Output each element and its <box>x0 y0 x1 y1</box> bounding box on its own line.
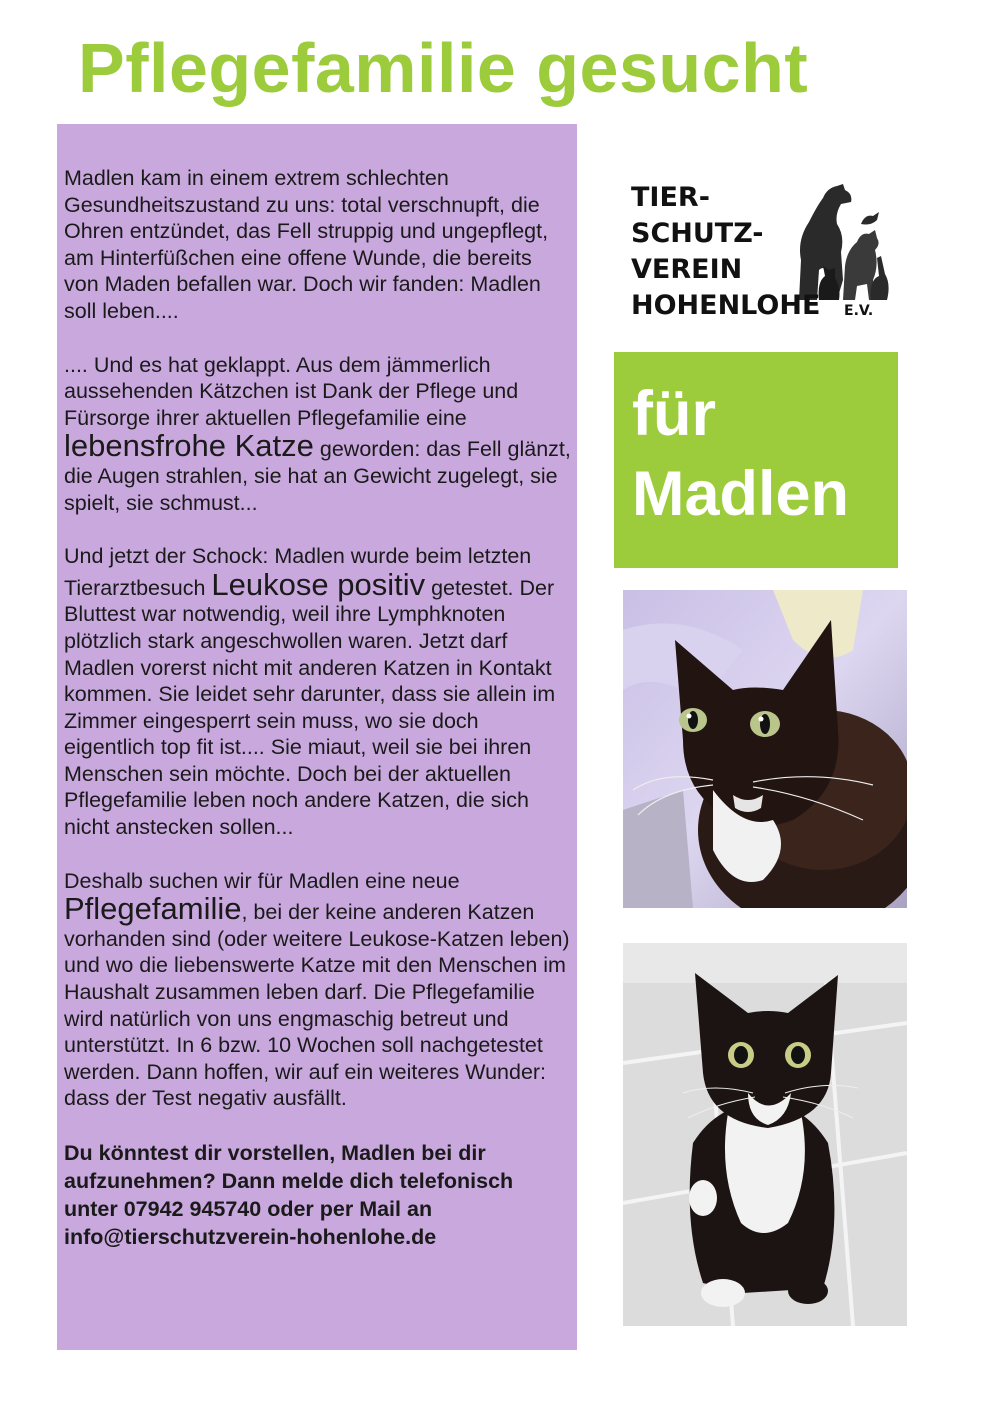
page-title: Pflegefamilie gesucht <box>78 29 809 107</box>
logo-ev-suffix: E.V. <box>844 303 874 319</box>
story-paragraph-2: .... Und es hat geklappt. Aus dem jämmerlich aussehenden Kätzchen ist Dank der Pflege und Fürsorge ihrer aktuellen Pflegefamilie eine lebensfrohe Katze geworden: das Fell glänzt, die Augen strahlen, sie hat an Gewicht zugelegt, sie spielt, sie schmust... <box>64 352 571 515</box>
story-paragraph-1: Madlen kam in einem extrem schlechten Gesundheitszustand zu uns: total verschnupft, die Ohren entzündet, das Fell struppig und ungepflegt, am Hinterfüßchen eine offene Wunde, die bereits von Maden befallen war. Doch wir fanden: Madlen soll leben.... <box>64 166 549 323</box>
logo-text: TIER- SCHUTZ- VEREIN HOHENLOHE <box>631 182 821 321</box>
badge-line-1: für <box>632 379 716 449</box>
story-paragraph-3: Und jetzt der Schock: Madlen wurde beim letzten Tierarztbesuch Leukose positiv getestet. Der Bluttest war notwendig, weil ihre Lymphknoten plötzlich stark angeschwollen waren. Jetzt darf Madlen vorerst nicht mit anderen Katzen in Kontakt kommen. Sie leidet sehr darunter, dass sie allein im Zimmer eingesperrt sein muss, wo sie doch eigentlich top fit ist.... Sie miaut, weil sie bei ihren Menschen sein möchte. Doch bei der aktuellen Pflegefamilie leben noch andere Katzen, die sich nicht anstecken sollen... <box>64 544 556 840</box>
cat-photo-closeup <box>623 590 907 908</box>
highlight-leukose-positiv: Leukose positiv <box>211 566 426 602</box>
cat-photo-sitting <box>623 943 907 1326</box>
highlight-pflegefamilie: Pflegefamilie <box>64 891 242 927</box>
tierschutzverein-logo <box>631 180 891 325</box>
highlight-lebensfrohe-katze: lebensfrohe Katze <box>64 428 314 464</box>
story-paragraph-4: Deshalb suchen wir für Madlen eine neue Pflegefamilie, bei der keine anderen Katzen vorhanden sind (oder weitere Leukose-Katzen leben) und wo die liebenswerte Katze mit den Menschen im Haushalt zusammen leben darf. Die Pflegefamilie wird natürlich von uns engmaschig betreut und unterstützt. In 6 bzw. 10 Wochen soll nachgetestet werden. Dann hoffen, wir auf ein weiteres Wunder: dass der Test negativ ausfällt. <box>64 868 570 1111</box>
fuer-madlen-badge <box>614 352 898 568</box>
contact-call-to-action: Du könntest dir vorstellen, Madlen bei dir aufzunehmen? Dann melde dich telefonisch unter 07942 945740 oder per Mail an info@tierschutzverein-hohenlohe.de <box>64 1141 514 1249</box>
story-text-box <box>57 124 577 1350</box>
badge-line-2: Madlen <box>632 459 850 529</box>
